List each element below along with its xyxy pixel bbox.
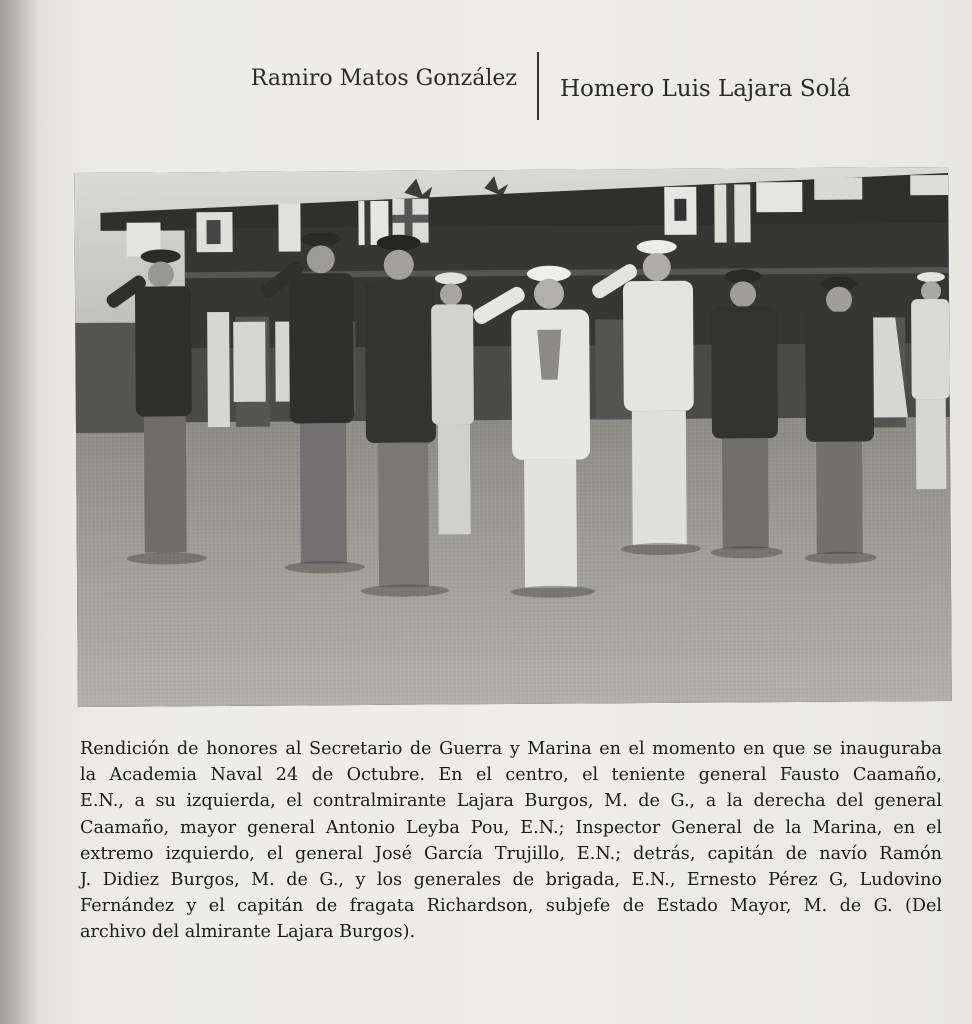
caption-line: Caamaño, mayor general Antonio Leyba Pou, E.N.; Inspector General de la Marina, en el — [80, 817, 942, 838]
caption-line: Rendición de honores al Secretario de Guerra y Marina en el momento en que se inauguraba — [80, 739, 942, 759]
ceremony-photo — [74, 167, 952, 707]
caption-line: E.N., a su izquierda, el contralmirante Lajara Burgos, M. de G., a la derecha del general — [80, 791, 942, 812]
caption-line: la Academia Naval 24 de Octubre. En el centro, el teniente general Fausto Caamaño, — [80, 765, 942, 786]
caption-line: archivo del almirante Lajara Burgos). — [80, 922, 416, 943]
header-divider — [537, 52, 539, 120]
caption-line: J. Didiez Burgos, M. de G., y los generales de brigada, E.N., Ernesto Pérez G, Ludovino — [80, 870, 942, 891]
author-right: Homero Luis Lajara Solá — [560, 76, 851, 102]
author-left: Ramiro Matos González — [250, 66, 517, 91]
spine-shadow — [0, 0, 40, 1024]
ceremony-photo-illustration — [74, 167, 952, 707]
photo-caption — [80, 736, 942, 946]
page-header — [0, 48, 972, 124]
caption-line: Fernández y el capitán de fragata Richardson, subjefe de Estado Mayor, M. de G. (Del — [80, 896, 942, 917]
caption-line: extremo izquierdo, el general José García Trujillo, E.N.; detrás, capitán de navío Ramón — [80, 843, 942, 864]
